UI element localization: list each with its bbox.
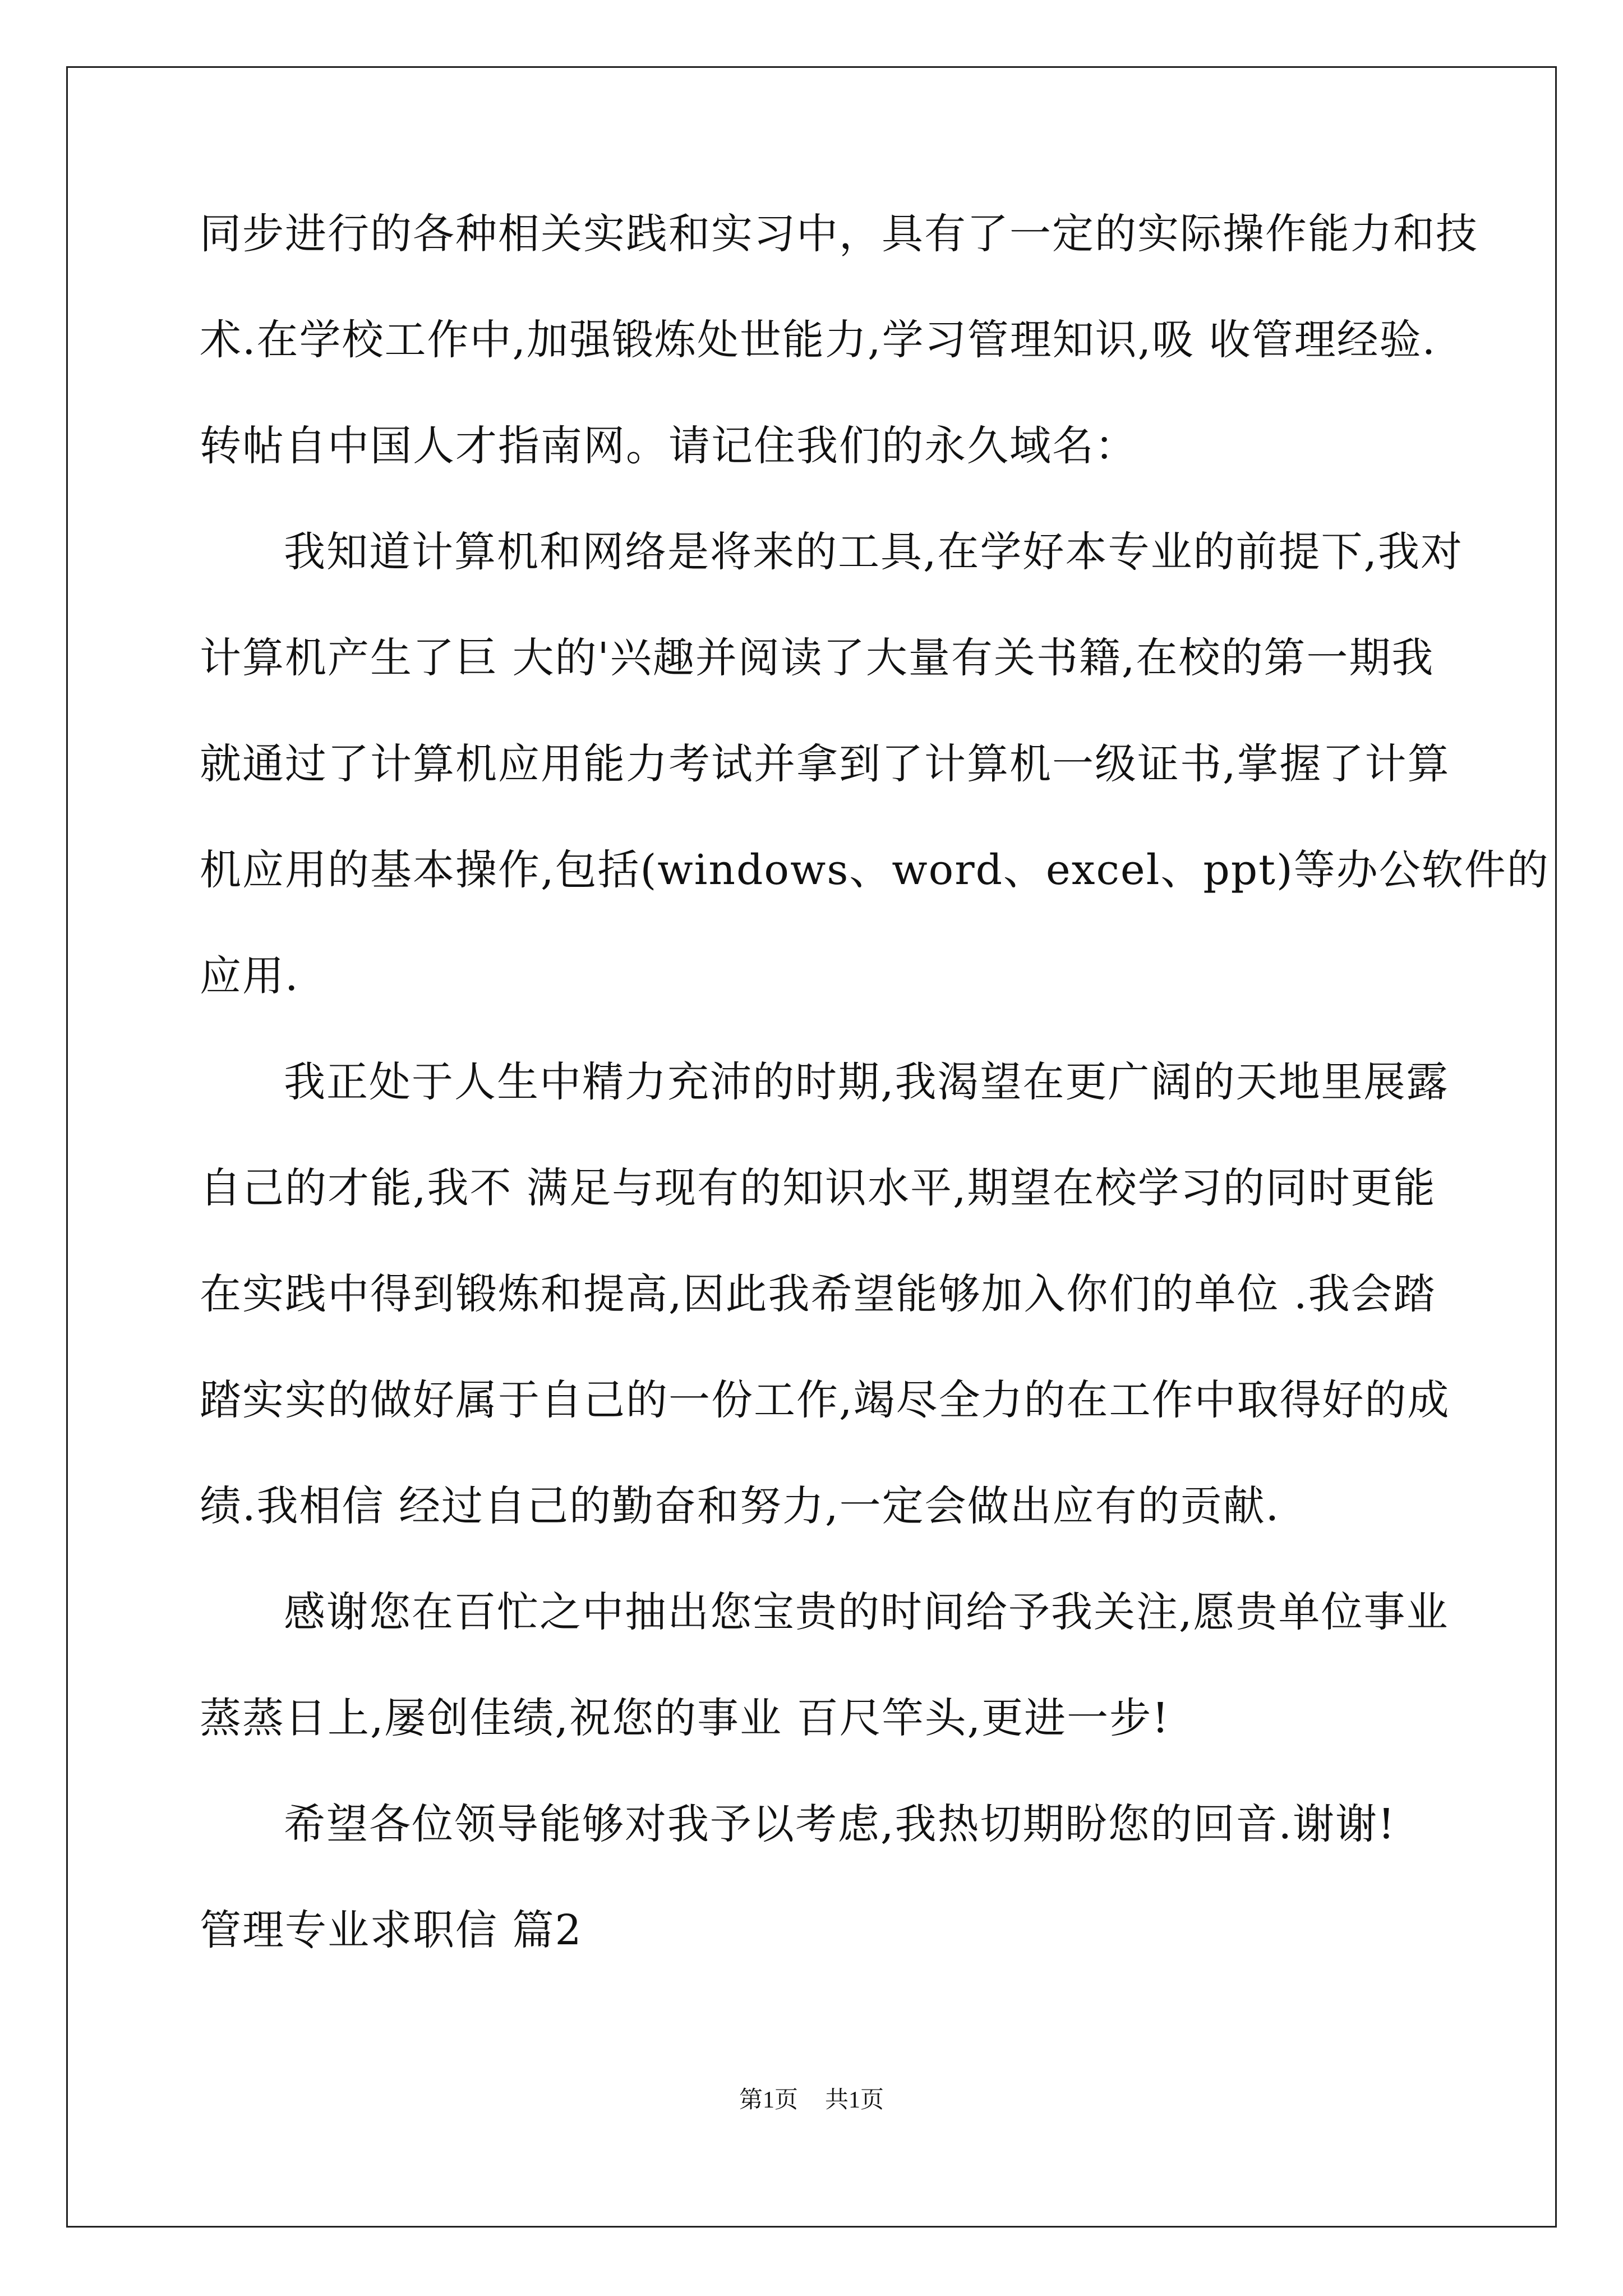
text-line: 踏实实的做好属于自己的一份工作,竭尽全力的在工作中取得好的成 xyxy=(200,1376,1450,1424)
text-line: 同步进行的各种相关实践和实习中，具有了一定的实际操作能力和技 xyxy=(200,210,1478,258)
text-line: 蒸蒸日上,屡创佳绩,祝您的事业 百尺竿头,更进一步! xyxy=(200,1694,1170,1742)
text-line: 转帖自中国人才指南网。请记住我们的永久域名： xyxy=(200,422,1137,470)
page-total: 共1页 xyxy=(825,2087,884,2113)
text-line: 自己的才能,我不 满足与现有的知识水平,期望在校学习的同时更能 xyxy=(200,1164,1436,1212)
text-line: 机应用的基本操作,包括(windows、word、excel、ppt)等办公软件的 xyxy=(200,846,1550,894)
text-line: 计算机产生了巨 大的'兴趣并阅读了大量有关书籍,在校的第一期我 xyxy=(200,634,1435,682)
text-line: 绩.我相信 经过自己的勤奋和努力,一定会做出应有的贡献. xyxy=(200,1482,1280,1530)
text-line: 术.在学校工作中,加强锻炼处世能力,学习管理知识,吸 收管理经验. xyxy=(200,316,1437,364)
paragraph-first-line: 我正处于人生中精力充沛的时期,我渴望在更广阔的天地里展露 xyxy=(284,1058,1449,1106)
paragraph-first-line: 希望各位领导能够对我予以考虑,我热切期盼您的回音.谢谢! xyxy=(284,1800,1396,1848)
paragraph-first-line: 感谢您在百忙之中抽出您宝贵的时间给予我关注,愿贵单位事业 xyxy=(284,1588,1449,1636)
text-line: 在实践中得到锻炼和提高,因此我希望能够加入你们的单位 .我会踏 xyxy=(200,1270,1436,1318)
paragraph-first-line: 我知道计算机和网络是将来的工具,在学好本专业的前提下,我对 xyxy=(284,528,1464,576)
text-line: 应用. xyxy=(200,952,299,1000)
document-body xyxy=(200,210,1550,2016)
text-line: 就通过了计算机应用能力考试并拿到了计算机一级证书,掌握了计算 xyxy=(200,740,1450,788)
page-number: 第1页 xyxy=(739,2087,798,2113)
page-footer xyxy=(0,2081,1623,2115)
section-heading: 管理专业求职信 篇2 xyxy=(200,1906,583,1954)
